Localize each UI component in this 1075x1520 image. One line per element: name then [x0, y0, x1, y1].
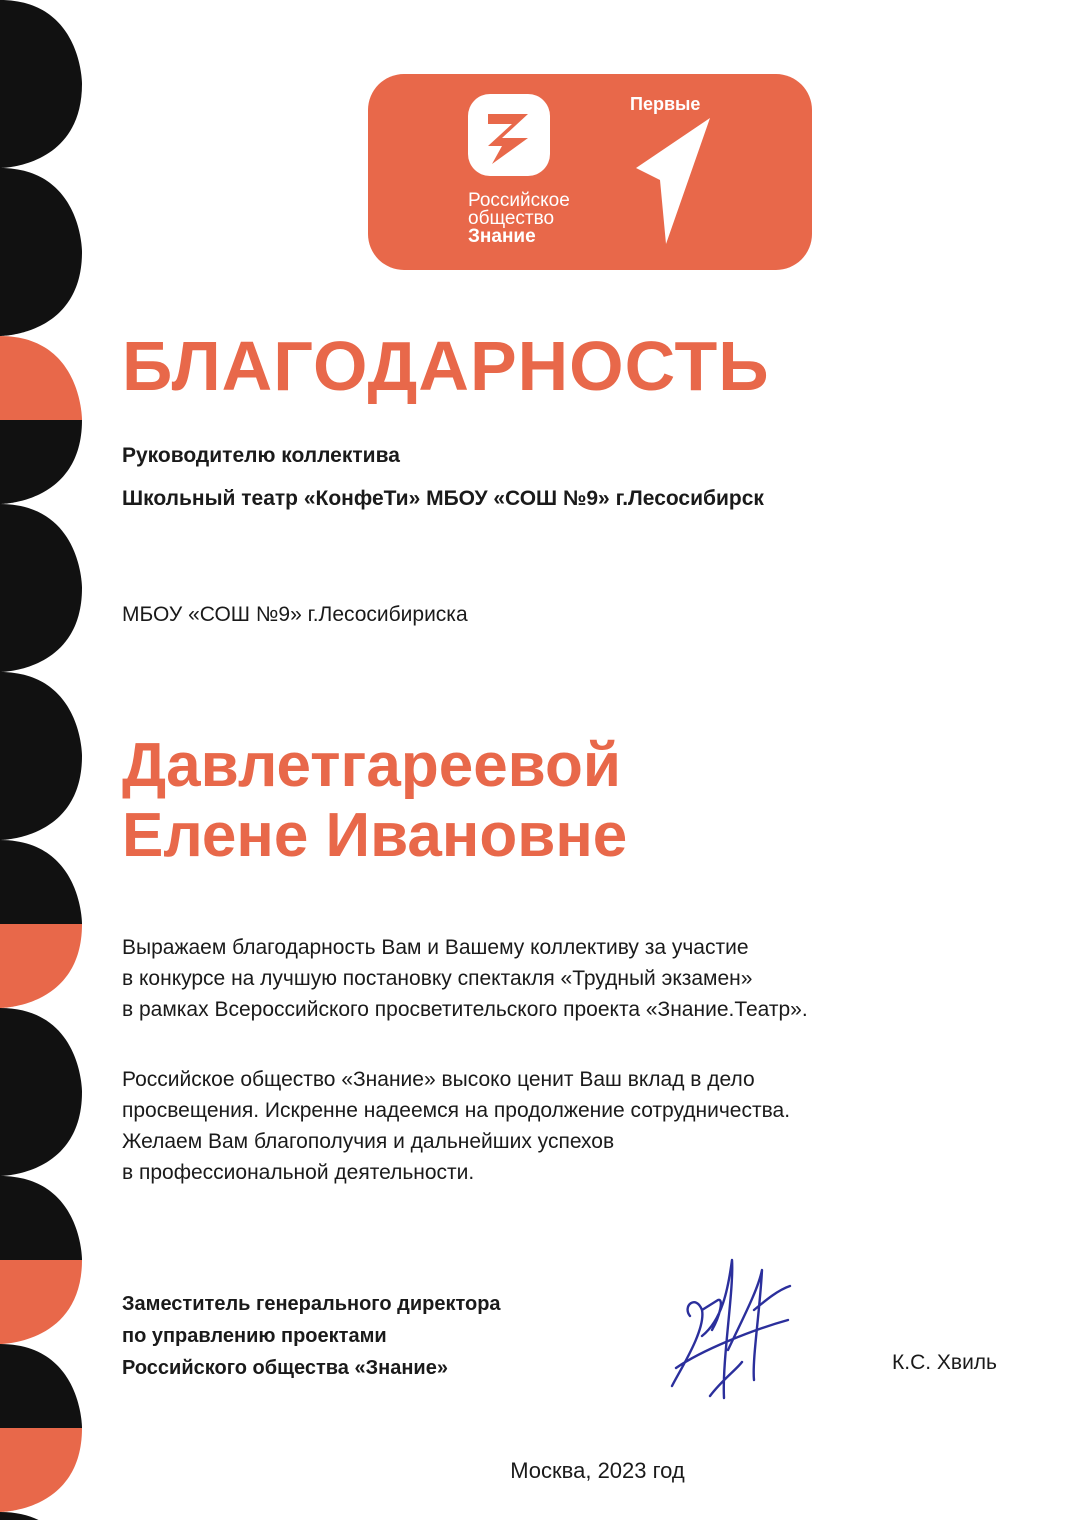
signer-title-line: Заместитель генерального директора	[122, 1293, 501, 1315]
organization-name: МБОУ «СОШ №9» г.Лесосибириска	[122, 603, 468, 626]
signer-title-line: Российского общества «Знание»	[122, 1357, 448, 1379]
document-title: БЛАГОДАРНОСТЬ	[122, 327, 770, 405]
logo-org-line1: Российское	[468, 190, 570, 211]
paragraph-line: Российское общество «Знание» высоко ценит Ваш вклад в дело	[122, 1068, 755, 1091]
paragraph-line: в конкурсе на лучшую постановку спектакля «Трудный экзамен»	[122, 967, 753, 990]
logo-block	[368, 74, 812, 270]
logo-org-line2: общество	[468, 208, 555, 229]
recipient-role: Руководителю коллектива	[122, 444, 400, 467]
thanks-paragraph	[122, 932, 808, 1025]
paragraph-line: просвещения. Искренне надеемся на продолжение сотрудничества.	[122, 1099, 791, 1122]
appreciation-paragraph	[122, 1064, 790, 1188]
person-name-line1: Давлетгареевой	[122, 731, 621, 800]
paragraph-line: в профессиональной деятельности.	[122, 1161, 475, 1184]
decorative-left-strip	[0, 0, 82, 1520]
pervye-logo-icon	[636, 118, 712, 248]
signer-title	[122, 1288, 501, 1384]
person-name-line2: Елене Ивановне	[122, 801, 628, 870]
paragraph-line: в рамках Всероссийского просветительского проекта «Знание.Театр».	[122, 998, 808, 1021]
signer-name: К.С. Хвиль	[892, 1351, 997, 1374]
partner-logo-label: Первые	[630, 94, 701, 114]
recipient-team: Школьный театр «КонфеТи» МБОУ «СОШ №9» г.Лесосибирск	[122, 487, 764, 510]
place-and-year: Москва, 2023 год	[510, 1458, 685, 1483]
paragraph-line: Желаем Вам благополучия и дальнейших успехов	[122, 1130, 615, 1153]
znanie-logo-icon	[468, 94, 550, 176]
signer-title-line: по управлению проектами	[122, 1325, 387, 1347]
paragraph-line: Выражаем благодарность Вам и Вашему коллективу за участие	[122, 936, 749, 959]
logo-org-line3: Знание	[468, 226, 536, 247]
handwritten-signature	[662, 1250, 794, 1410]
